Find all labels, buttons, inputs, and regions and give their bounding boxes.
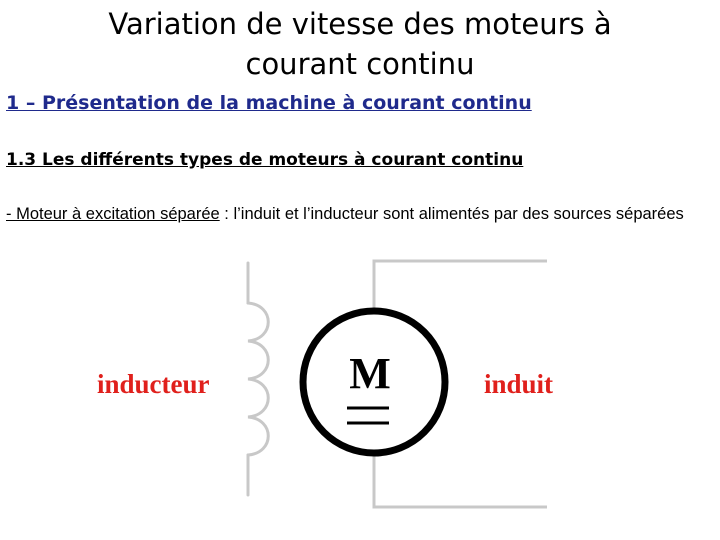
inductor-label: inducteur <box>97 369 210 399</box>
coil-loops <box>248 303 268 455</box>
slide-title-line-2: courant continu <box>245 47 475 81</box>
slide-title <box>0 4 720 84</box>
slide-title-line-1: Variation de vitesse des moteurs à <box>108 7 612 41</box>
armature-wire-top <box>374 261 547 313</box>
armature-wire-bottom <box>374 451 547 507</box>
field-winding-coil <box>248 263 268 495</box>
separately-excited-motor-diagram <box>0 255 720 515</box>
motor-type-definition: : l’induit et l’inducteur sont alimentés par des sources séparées <box>219 205 684 223</box>
motor-type-term: - Moteur à excitation séparée <box>6 205 220 223</box>
description-paragraph <box>6 203 696 225</box>
armature-label: induit <box>484 369 554 399</box>
section-heading: 1 – Présentation de la machine à courant continu <box>6 92 532 114</box>
motor-symbol-letter: M <box>349 349 391 398</box>
subsection-heading: 1.3 Les différents types de moteurs à courant continu <box>6 150 524 170</box>
